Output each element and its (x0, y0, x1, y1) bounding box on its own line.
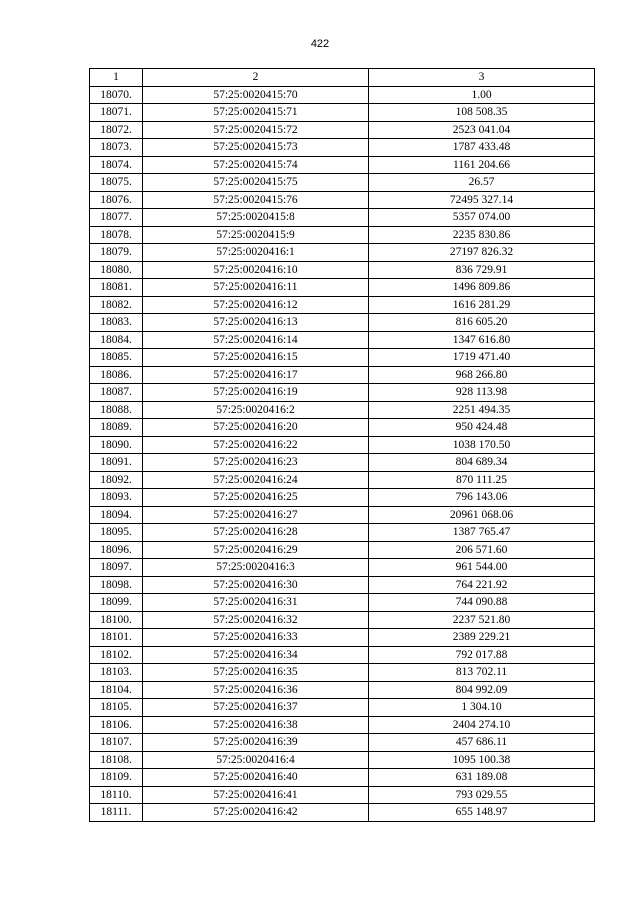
row-number-cell: 18076. (90, 191, 143, 209)
row-number-cell: 18084. (90, 331, 143, 349)
cadastral-number-cell: 57:25:0020416:14 (143, 331, 369, 349)
cadastral-number-cell: 57:25:0020416:12 (143, 296, 369, 314)
cadastral-value-cell: 792 017.88 (369, 646, 595, 664)
row-number-cell: 18078. (90, 226, 143, 244)
table-row (90, 559, 595, 577)
column-header: 3 (369, 69, 595, 87)
cadastral-value-cell: 2251 494.35 (369, 401, 595, 419)
cadastral-number-cell: 57:25:0020416:17 (143, 366, 369, 384)
cadastral-number-cell: 57:25:0020416:3 (143, 559, 369, 577)
cadastral-number-cell: 57:25:0020416:34 (143, 646, 369, 664)
cadastral-value-cell: 457 686.11 (369, 734, 595, 752)
row-number-cell: 18106. (90, 716, 143, 734)
table-row (90, 506, 595, 524)
table-row (90, 716, 595, 734)
cadastral-number-cell: 57:25:0020416:41 (143, 786, 369, 804)
table-row (90, 226, 595, 244)
table-row (90, 139, 595, 157)
row-number-cell: 18099. (90, 594, 143, 612)
row-number-cell: 18105. (90, 699, 143, 717)
table-row (90, 244, 595, 262)
column-header: 1 (90, 69, 143, 87)
cadastral-value-cell: 1616 281.29 (369, 296, 595, 314)
table-row (90, 296, 595, 314)
row-number-cell: 18109. (90, 769, 143, 787)
row-number-cell: 18086. (90, 366, 143, 384)
table-row (90, 401, 595, 419)
table-header-row (90, 69, 595, 87)
table-row (90, 699, 595, 717)
cadastral-number-cell: 57:25:0020416:32 (143, 611, 369, 629)
row-number-cell: 18074. (90, 156, 143, 174)
cadastral-value-cell: 27197 826.32 (369, 244, 595, 262)
cadastral-value-cell: 1161 204.66 (369, 156, 595, 174)
row-number-cell: 18087. (90, 384, 143, 402)
row-number-cell: 18077. (90, 209, 143, 227)
cadastral-number-cell: 57:25:0020416:1 (143, 244, 369, 262)
cadastral-value-cell: 655 148.97 (369, 804, 595, 822)
table-row (90, 751, 595, 769)
table-row (90, 629, 595, 647)
table-row (90, 664, 595, 682)
row-number-cell: 18100. (90, 611, 143, 629)
cadastral-value-cell: 2523 041.04 (369, 121, 595, 139)
table-row (90, 384, 595, 402)
row-number-cell: 18079. (90, 244, 143, 262)
cadastral-number-cell: 57:25:0020415:73 (143, 139, 369, 157)
cadastral-number-cell: 57:25:0020416:2 (143, 401, 369, 419)
row-number-cell: 18102. (90, 646, 143, 664)
cadastral-value-cell: 836 729.91 (369, 261, 595, 279)
cadastral-number-cell: 57:25:0020416:28 (143, 524, 369, 542)
table-row (90, 734, 595, 752)
table-row (90, 541, 595, 559)
table-row (90, 279, 595, 297)
cadastral-number-cell: 57:25:0020416:35 (143, 664, 369, 682)
row-number-cell: 18085. (90, 349, 143, 367)
table-row (90, 156, 595, 174)
table-row (90, 349, 595, 367)
cadastral-number-cell: 57:25:0020416:31 (143, 594, 369, 612)
cadastral-number-cell: 57:25:0020415:72 (143, 121, 369, 139)
row-number-cell: 18073. (90, 139, 143, 157)
cadastral-value-cell: 968 266.80 (369, 366, 595, 384)
row-number-cell: 18090. (90, 436, 143, 454)
table-row (90, 174, 595, 192)
cadastral-number-cell: 57:25:0020416:20 (143, 419, 369, 437)
row-number-cell: 18070. (90, 86, 143, 104)
cadastral-number-cell: 57:25:0020415:76 (143, 191, 369, 209)
table-row (90, 121, 595, 139)
cadastral-value-cell: 2235 830.86 (369, 226, 595, 244)
cadastral-number-cell: 57:25:0020416:19 (143, 384, 369, 402)
table-row (90, 436, 595, 454)
row-number-cell: 18075. (90, 174, 143, 192)
table-row (90, 611, 595, 629)
cadastral-number-cell: 57:25:0020415:9 (143, 226, 369, 244)
cadastral-number-cell: 57:25:0020416:39 (143, 734, 369, 752)
row-number-cell: 18108. (90, 751, 143, 769)
row-number-cell: 18091. (90, 454, 143, 472)
table-row (90, 681, 595, 699)
table-row (90, 489, 595, 507)
cadastral-value-cell: 961 544.00 (369, 559, 595, 577)
cadastral-value-table (89, 68, 595, 822)
table-row (90, 419, 595, 437)
cadastral-value-cell: 5357 074.00 (369, 209, 595, 227)
cadastral-number-cell: 57:25:0020416:24 (143, 471, 369, 489)
cadastral-value-cell: 206 571.60 (369, 541, 595, 559)
cadastral-number-cell: 57:25:0020416:25 (143, 489, 369, 507)
row-number-cell: 18111. (90, 804, 143, 822)
cadastral-number-cell: 57:25:0020416:22 (143, 436, 369, 454)
cadastral-value-cell: 2237 521.80 (369, 611, 595, 629)
table-row (90, 314, 595, 332)
cadastral-value-cell: 1.00 (369, 86, 595, 104)
cadastral-value-cell: 870 111.25 (369, 471, 595, 489)
cadastral-value-cell: 1496 809.86 (369, 279, 595, 297)
cadastral-value-cell: 804 689.34 (369, 454, 595, 472)
row-number-cell: 18089. (90, 419, 143, 437)
cadastral-value-cell: 2389 229.21 (369, 629, 595, 647)
table-row (90, 209, 595, 227)
cadastral-number-cell: 57:25:0020416:40 (143, 769, 369, 787)
cadastral-value-cell: 26.57 (369, 174, 595, 192)
row-number-cell: 18083. (90, 314, 143, 332)
row-number-cell: 18095. (90, 524, 143, 542)
row-number-cell: 18101. (90, 629, 143, 647)
row-number-cell: 18093. (90, 489, 143, 507)
cadastral-number-cell: 57:25:0020416:15 (143, 349, 369, 367)
cadastral-number-cell: 57:25:0020416:4 (143, 751, 369, 769)
table-row (90, 576, 595, 594)
table-body (90, 86, 595, 821)
cadastral-value-cell: 950 424.48 (369, 419, 595, 437)
cadastral-number-cell: 57:25:0020416:30 (143, 576, 369, 594)
cadastral-number-cell: 57:25:0020416:10 (143, 261, 369, 279)
cadastral-number-cell: 57:25:0020416:37 (143, 699, 369, 717)
cadastral-value-cell: 813 702.11 (369, 664, 595, 682)
cadastral-value-cell: 1787 433.48 (369, 139, 595, 157)
row-number-cell: 18082. (90, 296, 143, 314)
cadastral-number-cell: 57:25:0020416:42 (143, 804, 369, 822)
row-number-cell: 18071. (90, 104, 143, 122)
row-number-cell: 18092. (90, 471, 143, 489)
row-number-cell: 18072. (90, 121, 143, 139)
table-row (90, 804, 595, 822)
cadastral-value-cell: 764 221.92 (369, 576, 595, 594)
cadastral-value-cell: 744 090.88 (369, 594, 595, 612)
table-row (90, 191, 595, 209)
cadastral-value-cell: 631 189.08 (369, 769, 595, 787)
cadastral-value-cell: 1038 170.50 (369, 436, 595, 454)
row-number-cell: 18104. (90, 681, 143, 699)
cadastral-value-cell: 20961 068.06 (369, 506, 595, 524)
table-row (90, 471, 595, 489)
cadastral-number-cell: 57:25:0020416:38 (143, 716, 369, 734)
cadastral-number-cell: 57:25:0020416:23 (143, 454, 369, 472)
cadastral-value-cell: 796 143.06 (369, 489, 595, 507)
row-number-cell: 18103. (90, 664, 143, 682)
cadastral-number-cell: 57:25:0020416:36 (143, 681, 369, 699)
cadastral-value-cell: 816 605.20 (369, 314, 595, 332)
table-row (90, 594, 595, 612)
row-number-cell: 18110. (90, 786, 143, 804)
table-row (90, 454, 595, 472)
row-number-cell: 18096. (90, 541, 143, 559)
cadastral-value-cell: 793 029.55 (369, 786, 595, 804)
table-row (90, 646, 595, 664)
page-number: 422 (310, 38, 330, 50)
row-number-cell: 18098. (90, 576, 143, 594)
cadastral-value-cell: 928 113.98 (369, 384, 595, 402)
cadastral-value-cell: 72495 327.14 (369, 191, 595, 209)
table-row (90, 331, 595, 349)
cadastral-number-cell: 57:25:0020415:74 (143, 156, 369, 174)
cadastral-number-cell: 57:25:0020416:33 (143, 629, 369, 647)
row-number-cell: 18097. (90, 559, 143, 577)
cadastral-value-cell: 108 508.35 (369, 104, 595, 122)
cadastral-number-cell: 57:25:0020416:29 (143, 541, 369, 559)
cadastral-value-cell: 804 992.09 (369, 681, 595, 699)
cadastral-number-cell: 57:25:0020415:70 (143, 86, 369, 104)
cadastral-number-cell: 57:25:0020415:75 (143, 174, 369, 192)
cadastral-number-cell: 57:25:0020416:11 (143, 279, 369, 297)
table-row (90, 769, 595, 787)
row-number-cell: 18107. (90, 734, 143, 752)
cadastral-value-cell: 1719 471.40 (369, 349, 595, 367)
cadastral-value-cell: 1095 100.38 (369, 751, 595, 769)
cadastral-number-cell: 57:25:0020416:27 (143, 506, 369, 524)
row-number-cell: 18094. (90, 506, 143, 524)
table-row (90, 261, 595, 279)
cadastral-value-cell: 1347 616.80 (369, 331, 595, 349)
table-row (90, 524, 595, 542)
cadastral-number-cell: 57:25:0020416:13 (143, 314, 369, 332)
cadastral-value-cell: 2404 274.10 (369, 716, 595, 734)
table-row (90, 86, 595, 104)
table-row (90, 104, 595, 122)
cadastral-value-cell: 1 304.10 (369, 699, 595, 717)
row-number-cell: 18088. (90, 401, 143, 419)
cadastral-number-cell: 57:25:0020415:8 (143, 209, 369, 227)
table-row (90, 786, 595, 804)
cadastral-number-cell: 57:25:0020415:71 (143, 104, 369, 122)
row-number-cell: 18081. (90, 279, 143, 297)
table-row (90, 366, 595, 384)
column-header: 2 (143, 69, 369, 87)
cadastral-value-cell: 1387 765.47 (369, 524, 595, 542)
row-number-cell: 18080. (90, 261, 143, 279)
